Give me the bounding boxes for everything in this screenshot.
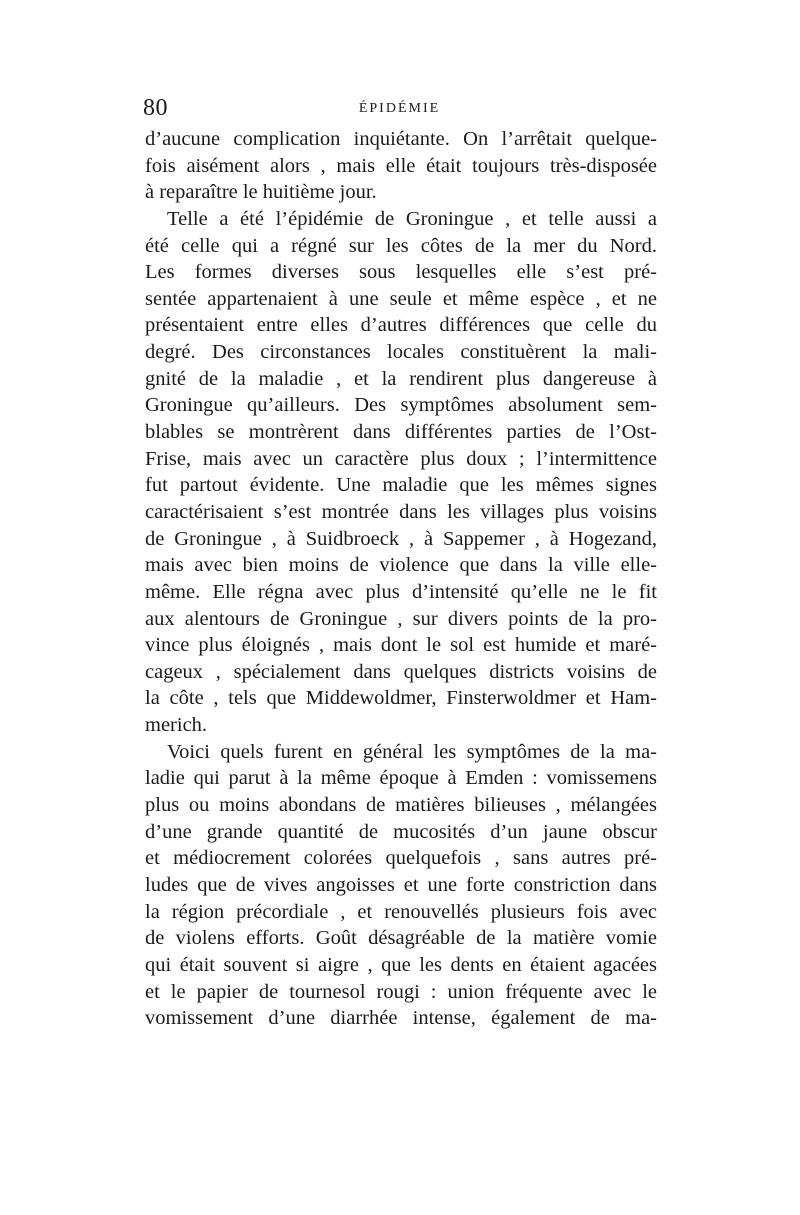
text-line: plus ou moins abondans de matières bilieuses , mélangées bbox=[145, 794, 657, 817]
text-line: mais avec bien moins de violence que dans la ville elle- bbox=[145, 554, 657, 577]
text-line: Les formes diverses sous lesquelles elle s’est pré- bbox=[145, 261, 657, 284]
text-line: été celle qui a régné sur les côtes de la mer du Nord. bbox=[145, 234, 657, 257]
text-line: la région précordiale , et renouvellés plusieurs fois avec bbox=[145, 900, 657, 923]
text-line: fois aisément alors , mais elle était toujours très-disposée bbox=[145, 154, 657, 177]
paragraph bbox=[145, 739, 657, 1032]
page-header bbox=[143, 95, 656, 125]
text-line: vince plus éloignés , mais dont le sol est humide et maré- bbox=[145, 634, 657, 657]
text-line: ludes que de vives angoisses et une forte constriction dans bbox=[145, 873, 657, 896]
text-line: ladie qui parut à la même époque à Emden : vomissemens bbox=[145, 767, 657, 790]
text-line: degré. Des circonstances locales constituèrent la mali- bbox=[145, 341, 657, 364]
running-head: ÉPIDÉMIE bbox=[358, 101, 441, 116]
text-line: gnité de la maladie , et la rendirent plus dangereuse à bbox=[145, 367, 657, 390]
paragraph bbox=[145, 206, 657, 739]
text-line: caractérisaient s’est montrée dans les villages plus voisins bbox=[145, 500, 657, 523]
page-number: 80 bbox=[143, 95, 168, 121]
text-line: et le papier de tournesol rougi : union fréquente avec le bbox=[145, 980, 657, 1003]
text-line: Frise, mais avec un caractère plus doux ; l’intermittence bbox=[145, 447, 657, 470]
paragraph bbox=[145, 126, 657, 206]
text-line: sentée appartenaient à une seule et même espèce , et ne bbox=[145, 287, 657, 310]
text-line: d’aucune complication inquiétante. On l’arrêtait quelque- bbox=[145, 128, 657, 150]
text-line: d’une grande quantité de mucosités d’un jaune obscur bbox=[145, 820, 657, 843]
body-text bbox=[145, 126, 657, 1032]
text-line: Groningue qu’ailleurs. Des symptômes absolument sem- bbox=[145, 394, 657, 417]
text-line: de violens efforts. Goût désagréable de la matière vomie bbox=[145, 927, 657, 950]
text-line: à reparaître le huitième jour. bbox=[145, 181, 377, 204]
text-line: présentaient entre elles d’autres différences que celle du bbox=[145, 314, 657, 337]
text-line: même. Elle régna avec plus d’intensité qu’elle ne le fit bbox=[145, 580, 657, 603]
text-line: fut partout évidente. Une maladie que les mêmes signes bbox=[145, 474, 657, 497]
text-line: merich. bbox=[145, 714, 208, 737]
text-line: aux alentours de Groningue , sur divers points de la pro- bbox=[145, 607, 657, 630]
text-line: Voici quels furent en général les symptômes de la ma- bbox=[167, 740, 657, 763]
text-line: de Groningue , à Suidbroeck , à Sappemer , à Hogezand, bbox=[145, 527, 657, 550]
text-line: la côte , tels que Middewoldmer, Finsterwoldmer et Ham- bbox=[145, 687, 657, 710]
text-line: Telle a été l’épidémie de Groningue , et telle aussi a bbox=[167, 207, 657, 230]
text-line: et médiocrement colorées quelquefois , sans autres pré- bbox=[145, 847, 657, 870]
text-line: qui était souvent si aigre , que les dents en étaient agacées bbox=[145, 953, 657, 976]
text-line: blables se montrèrent dans différentes parties de l’Ost- bbox=[145, 421, 657, 444]
text-line: vomissement d’une diarrhée intense, également de ma- bbox=[145, 1007, 657, 1030]
text-line: cageux , spécialement dans quelques districts voisins de bbox=[145, 660, 657, 683]
